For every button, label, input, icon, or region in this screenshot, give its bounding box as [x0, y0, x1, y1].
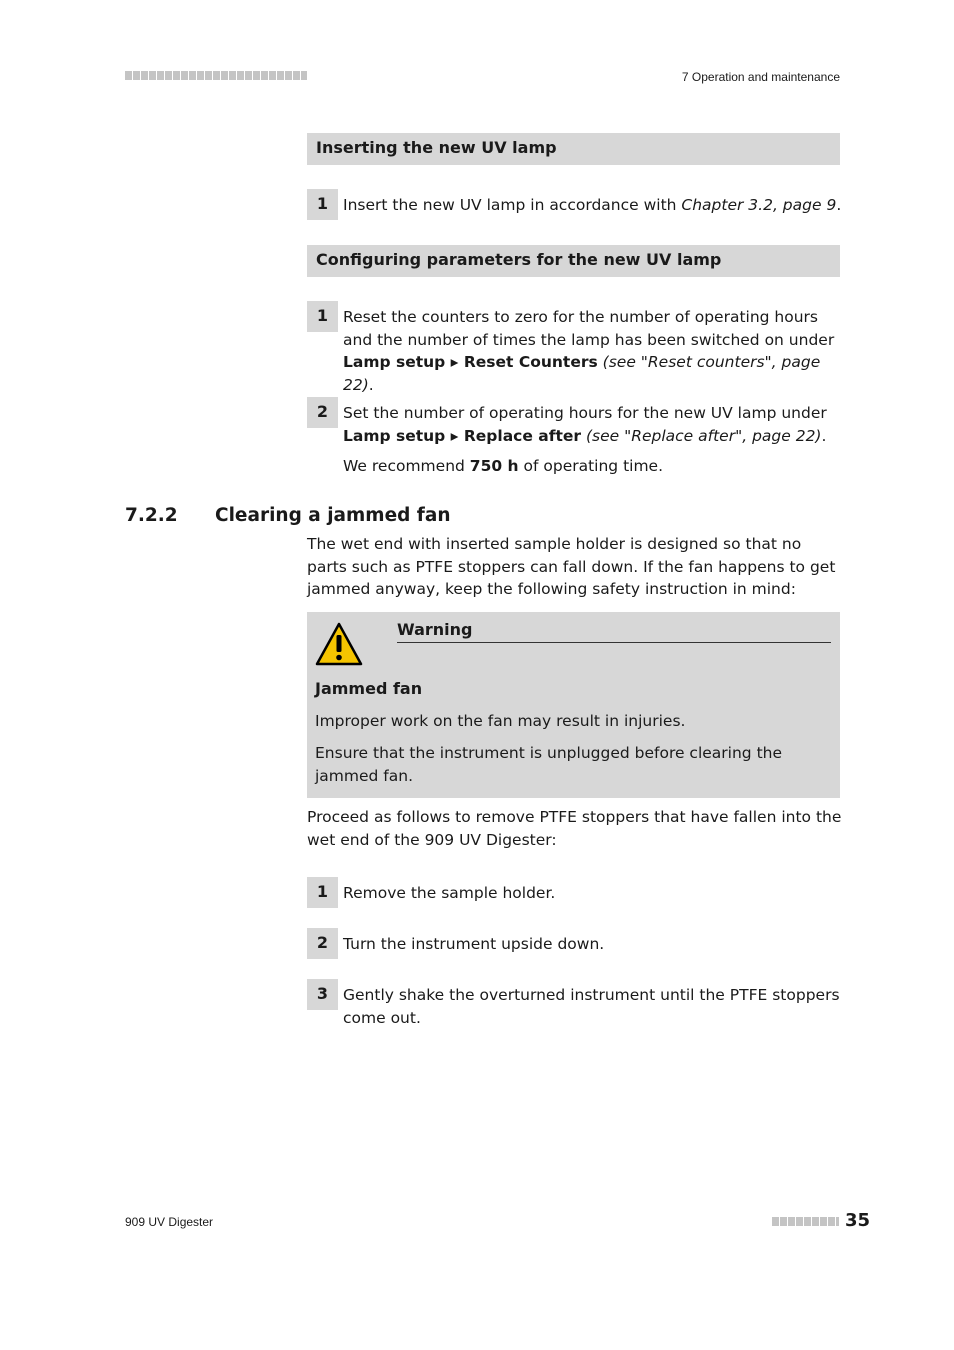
menu-path-lamp-setup: Lamp setup: [343, 426, 446, 445]
warning-divider: [397, 642, 831, 643]
warning-triangle-icon: [315, 622, 363, 666]
step-turn-upside-down: [307, 928, 840, 960]
intro-paragraph: The wet end with inserted sample holder is designed so that no parts such as PTFE stoppers can fall down. If the fan happens to get jammed anyway, keep the following safety instruction in mind:: [307, 535, 836, 598]
step-text: Set the number of operating hours for the new UV lamp under Lamp setup ▸ Replace after (see "Replace after", page 22).: [343, 404, 827, 445]
section-heading-insert-lamp: Inserting the new UV lamp: [307, 133, 840, 165]
step-shake-instrument: [307, 979, 840, 1029]
recommendation: We recommend 750 h of operating time.: [343, 457, 664, 475]
step-text: Gently shake the overturned instrument until the PTFE stoppers come out.: [343, 986, 840, 1027]
footer-decoration: [772, 1217, 839, 1226]
section-heading-configure: Configuring parameters for the new UV lamp: [307, 245, 840, 277]
section-number: 7.2.2: [125, 505, 178, 526]
step-text: Insert the new UV lamp in accordance with Chapter 3.2, page 9.: [343, 196, 842, 214]
step-number: 1: [307, 877, 338, 908]
warning-subtitle: Jammed fan: [315, 679, 423, 698]
header-decoration: [125, 71, 307, 80]
step-reset-counters: [307, 301, 840, 394]
step-number: 1: [307, 189, 338, 220]
step-replace-after: [307, 397, 840, 482]
menu-path-lamp-setup: Lamp setup: [343, 353, 446, 371]
menu-path-reset-counters: Reset Counters: [463, 353, 598, 371]
step-remove-holder: [307, 877, 840, 909]
warning-text: Improper work on the fan may result in injuries.: [315, 712, 686, 730]
arrow-icon: ▸: [445, 426, 464, 445]
page-number: 35: [845, 1210, 871, 1231]
step-text: Turn the instrument upside down.: [343, 935, 605, 953]
step-number: 1: [307, 301, 338, 332]
step-text: Reset the counters to zero for the number of operating hours and the number of times the lamp has been switched on under Lamp setup ▸ Reset Counters (see "Reset counters", page 22).: [343, 308, 835, 394]
step-number: 3: [307, 979, 338, 1010]
step-number: 2: [307, 928, 338, 959]
cross-reference-link[interactable]: (see "Reset counters", page 22): [343, 353, 821, 394]
proceed-paragraph: Proceed as follows to remove PTFE stoppers that have fallen into the wet end of the 909 UV Digester:: [307, 808, 842, 849]
step-number: 2: [307, 397, 338, 428]
arrow-icon: ▸: [445, 353, 464, 371]
cross-reference-link[interactable]: (see "Replace after", page 22): [581, 426, 822, 445]
cross-reference-link[interactable]: Chapter 3.2, page 9: [681, 196, 837, 214]
step-text: Remove the sample holder.: [343, 884, 556, 902]
warning-text: Ensure that the instrument is unplugged before clearing the jammed fan.: [315, 744, 783, 785]
footer-title: 909 UV Digester: [125, 1215, 214, 1229]
header-chapter: 7 Operation and maintenance: [681, 70, 840, 84]
warning-box: [307, 612, 840, 798]
menu-path-replace-after: Replace after: [463, 426, 582, 445]
warning-label: Warning: [397, 620, 473, 639]
section-title: Clearing a jammed fan: [215, 505, 451, 526]
step-insert-lamp: [307, 189, 840, 221]
